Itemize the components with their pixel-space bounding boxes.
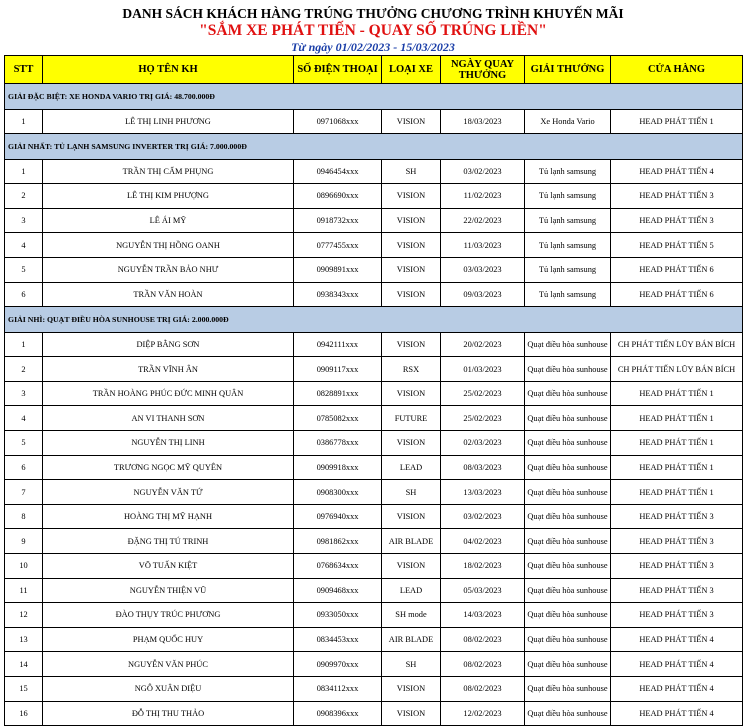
table-row	[5, 554, 743, 579]
cell-name: ĐÀO THỤY TRÚC PHƯƠNG	[43, 603, 294, 628]
cell-stt: 2	[5, 357, 43, 382]
cell-bike: LEAD	[382, 578, 441, 603]
cell-stt: 1	[5, 332, 43, 357]
cell-name: LÊ THỊ KIM PHƯỢNG	[43, 184, 294, 209]
cell-stt: 5	[5, 431, 43, 456]
cell-store: HEAD PHÁT TIẾN 3	[611, 504, 743, 529]
cell-prize: Quạt điều hòa sunhouse	[525, 455, 611, 480]
cell-draw-date: 03/02/2023	[441, 159, 525, 184]
cell-prize: Xe Honda Vario	[525, 109, 611, 134]
document-title: DANH SÁCH KHÁCH HÀNG TRÚNG THƯỞNG CHƯƠNG TRÌNH KHUYẾN MÃI	[122, 6, 624, 21]
cell-prize: Quạt điều hòa sunhouse	[525, 578, 611, 603]
cell-phone: 0909970xxx	[294, 652, 382, 677]
cell-draw-date: 01/03/2023	[441, 357, 525, 382]
cell-draw-date: 09/03/2023	[441, 282, 525, 307]
cell-bike: VISION	[382, 208, 441, 233]
document-header	[0, 0, 746, 55]
cell-name: NGUYỄN THIỆN VŨ	[43, 578, 294, 603]
col-header-prize: GIẢI THƯỞNG	[525, 56, 611, 84]
cell-prize: Quạt điều hòa sunhouse	[525, 603, 611, 628]
cell-phone: 0909918xxx	[294, 455, 382, 480]
cell-store: HEAD PHÁT TIẾN 3	[611, 578, 743, 603]
cell-name: NGUYỄN THỊ HỒNG OANH	[43, 233, 294, 258]
col-header-stt: STT	[5, 56, 43, 84]
cell-draw-date: 22/02/2023	[441, 208, 525, 233]
cell-bike: SH	[382, 480, 441, 505]
cell-bike: SH	[382, 652, 441, 677]
cell-phone: 0971068xxx	[294, 109, 382, 134]
cell-store: HEAD PHÁT TIẾN 5	[611, 233, 743, 258]
winners-table	[4, 55, 743, 726]
cell-stt: 10	[5, 554, 43, 579]
cell-draw-date: 12/02/2023	[441, 701, 525, 726]
table-row	[5, 208, 743, 233]
cell-bike: LEAD	[382, 455, 441, 480]
cell-draw-date: 08/02/2023	[441, 652, 525, 677]
cell-prize: Quạt điều hòa sunhouse	[525, 406, 611, 431]
cell-name: NGUYỄN TRẦN BẢO NHƯ	[43, 257, 294, 282]
cell-bike: VISION	[382, 431, 441, 456]
cell-prize: Quạt điều hòa sunhouse	[525, 504, 611, 529]
cell-name: ĐẶNG THỊ TÚ TRINH	[43, 529, 294, 554]
table-row	[5, 233, 743, 258]
cell-stt: 2	[5, 184, 43, 209]
cell-stt: 9	[5, 529, 43, 554]
cell-phone: 0834453xxx	[294, 627, 382, 652]
cell-draw-date: 05/03/2023	[441, 578, 525, 603]
table-row	[5, 676, 743, 701]
cell-bike: SH	[382, 159, 441, 184]
cell-bike: VISION	[382, 257, 441, 282]
table-row	[5, 357, 743, 382]
table-row	[5, 529, 743, 554]
col-header-store: CỬA HÀNG	[611, 56, 743, 84]
col-header-draw-date: NGÀY QUAY THƯỞNG	[441, 56, 525, 84]
cell-stt: 15	[5, 676, 43, 701]
cell-stt: 7	[5, 480, 43, 505]
cell-prize: Quạt điều hòa sunhouse	[525, 701, 611, 726]
cell-store: HEAD PHÁT TIẾN 6	[611, 282, 743, 307]
cell-stt: 14	[5, 652, 43, 677]
cell-stt: 5	[5, 257, 43, 282]
table-row	[5, 701, 743, 726]
table-row	[5, 184, 743, 209]
cell-store: HEAD PHÁT TIẾN 4	[611, 627, 743, 652]
table-row	[5, 603, 743, 628]
cell-name: HOÀNG THỊ MỸ HẠNH	[43, 504, 294, 529]
table-row	[5, 159, 743, 184]
prize-section-title: GIẢI NHẤT: TỦ LẠNH SAMSUNG INVERTER TRỊ GIÁ: 7.000.000Đ	[5, 134, 743, 160]
cell-draw-date: 02/03/2023	[441, 431, 525, 456]
cell-stt: 16	[5, 701, 43, 726]
cell-draw-date: 11/02/2023	[441, 184, 525, 209]
table-row	[5, 381, 743, 406]
cell-phone: 0785082xxx	[294, 406, 382, 431]
table-row	[5, 257, 743, 282]
cell-name: NGUYỄN VĂN TỨ	[43, 480, 294, 505]
cell-stt: 6	[5, 455, 43, 480]
cell-bike: VISION	[382, 184, 441, 209]
cell-store: HEAD PHÁT TIẾN 3	[611, 554, 743, 579]
cell-stt: 13	[5, 627, 43, 652]
cell-store: HEAD PHÁT TIẾN 1	[611, 431, 743, 456]
table-row	[5, 431, 743, 456]
cell-bike: VISION	[382, 504, 441, 529]
cell-stt: 4	[5, 406, 43, 431]
cell-name: LÊ ÁI MỸ	[43, 208, 294, 233]
cell-prize: Quạt điều hòa sunhouse	[525, 627, 611, 652]
cell-phone: 0777455xxx	[294, 233, 382, 258]
cell-stt: 11	[5, 578, 43, 603]
cell-name: VÕ TUẤN KIỆT	[43, 554, 294, 579]
cell-name: DIỆP BẰNG SƠN	[43, 332, 294, 357]
cell-store: HEAD PHÁT TIẾN 1	[611, 455, 743, 480]
table-row	[5, 480, 743, 505]
cell-phone: 0909468xxx	[294, 578, 382, 603]
cell-stt: 3	[5, 208, 43, 233]
cell-prize: Tủ lạnh samsung	[525, 159, 611, 184]
table-header-row	[5, 56, 743, 84]
cell-prize: Quạt điều hòa sunhouse	[525, 480, 611, 505]
cell-name: LÊ THỊ LINH PHƯƠNG	[43, 109, 294, 134]
cell-stt: 6	[5, 282, 43, 307]
table-row	[5, 504, 743, 529]
cell-phone: 0386778xxx	[294, 431, 382, 456]
cell-store: HEAD PHÁT TIẾN 1	[611, 406, 743, 431]
cell-draw-date: 13/03/2023	[441, 480, 525, 505]
prize-section-header	[5, 84, 743, 110]
cell-store: CH PHÁT TIẾN LŨY BÁN BÍCH	[611, 332, 743, 357]
cell-draw-date: 03/02/2023	[441, 504, 525, 529]
cell-prize: Tủ lạnh samsung	[525, 208, 611, 233]
cell-draw-date: 18/02/2023	[441, 554, 525, 579]
col-header-name: HỌ TÊN KH	[43, 56, 294, 84]
cell-draw-date: 14/03/2023	[441, 603, 525, 628]
cell-draw-date: 08/02/2023	[441, 627, 525, 652]
cell-store: HEAD PHÁT TIẾN 1	[611, 480, 743, 505]
cell-bike: FUTURE	[382, 406, 441, 431]
cell-prize: Tủ lạnh samsung	[525, 233, 611, 258]
cell-phone: 0938343xxx	[294, 282, 382, 307]
cell-name: AN VI THANH SƠN	[43, 406, 294, 431]
table-row	[5, 627, 743, 652]
table-row	[5, 578, 743, 603]
cell-phone: 0933050xxx	[294, 603, 382, 628]
cell-phone: 0909891xxx	[294, 257, 382, 282]
cell-prize: Quạt điều hòa sunhouse	[525, 554, 611, 579]
cell-draw-date: 20/02/2023	[441, 332, 525, 357]
cell-store: HEAD PHÁT TIẾN 6	[611, 257, 743, 282]
cell-bike: VISION	[382, 676, 441, 701]
cell-draw-date: 25/02/2023	[441, 381, 525, 406]
cell-stt: 3	[5, 381, 43, 406]
cell-phone: 0976940xxx	[294, 504, 382, 529]
cell-name: NGÔ XUÂN DIỆU	[43, 676, 294, 701]
cell-bike: VISION	[382, 381, 441, 406]
cell-draw-date: 08/02/2023	[441, 676, 525, 701]
cell-stt: 12	[5, 603, 43, 628]
table-body	[5, 84, 743, 726]
date-range: Từ ngày 01/02/2023 - 15/03/2023	[291, 40, 455, 54]
table-row	[5, 406, 743, 431]
cell-phone: 0828891xxx	[294, 381, 382, 406]
col-header-phone: SỐ ĐIỆN THOẠI	[294, 56, 382, 84]
cell-name: TRƯƠNG NGỌC MỸ QUYÊN	[43, 455, 294, 480]
cell-name: TRẦN HOÀNG PHÚC ĐỨC MINH QUÂN	[43, 381, 294, 406]
cell-name: TRẦN VĂN HOÀN	[43, 282, 294, 307]
cell-bike: VISION	[382, 233, 441, 258]
cell-draw-date: 25/02/2023	[441, 406, 525, 431]
prize-section-header	[5, 134, 743, 160]
cell-bike: VISION	[382, 554, 441, 579]
prize-section-title: GIẢI NHÌ: QUẠT ĐIỀU HÒA SUNHOUSE TRỊ GIÁ: 2.000.000Đ	[5, 307, 743, 333]
cell-store: CH PHÁT TIẾN LŨY BÁN BÍCH	[611, 357, 743, 382]
cell-draw-date: 03/03/2023	[441, 257, 525, 282]
cell-store: HEAD PHÁT TIẾN 3	[611, 184, 743, 209]
cell-bike: AIR BLADE	[382, 627, 441, 652]
cell-phone: 0981862xxx	[294, 529, 382, 554]
cell-phone: 0918732xxx	[294, 208, 382, 233]
cell-name: PHẠM QUỐC HUY	[43, 627, 294, 652]
cell-prize: Quạt điều hòa sunhouse	[525, 357, 611, 382]
cell-stt: 4	[5, 233, 43, 258]
cell-prize: Quạt điều hòa sunhouse	[525, 381, 611, 406]
cell-store: HEAD PHÁT TIẾN 1	[611, 109, 743, 134]
cell-draw-date: 04/02/2023	[441, 529, 525, 554]
cell-prize: Quạt điều hòa sunhouse	[525, 431, 611, 456]
cell-stt: 1	[5, 159, 43, 184]
cell-store: HEAD PHÁT TIẾN 4	[611, 676, 743, 701]
cell-store: HEAD PHÁT TIẾN 1	[611, 381, 743, 406]
cell-store: HEAD PHÁT TIẾN 4	[611, 652, 743, 677]
cell-phone: 0768634xxx	[294, 554, 382, 579]
cell-prize: Tủ lạnh samsung	[525, 257, 611, 282]
cell-name: NGUYỄN THỊ LINH	[43, 431, 294, 456]
cell-store: HEAD PHÁT TIẾN 3	[611, 529, 743, 554]
cell-bike: VISION	[382, 701, 441, 726]
cell-phone: 0834112xxx	[294, 676, 382, 701]
cell-store: HEAD PHÁT TIẾN 4	[611, 701, 743, 726]
cell-phone: 0946454xxx	[294, 159, 382, 184]
prize-section-header	[5, 307, 743, 333]
cell-phone: 0909117xxx	[294, 357, 382, 382]
cell-store: HEAD PHÁT TIẾN 4	[611, 159, 743, 184]
cell-phone: 0908396xxx	[294, 701, 382, 726]
cell-stt: 1	[5, 109, 43, 134]
cell-draw-date: 08/03/2023	[441, 455, 525, 480]
cell-prize: Tủ lạnh samsung	[525, 282, 611, 307]
cell-bike: VISION	[382, 109, 441, 134]
promotion-name: "SẮM XE PHÁT TIẾN - QUAY SỐ TRÚNG LIỀN"	[199, 22, 547, 39]
table-row	[5, 455, 743, 480]
cell-prize: Quạt điều hòa sunhouse	[525, 676, 611, 701]
cell-phone: 0942111xxx	[294, 332, 382, 357]
table-row	[5, 652, 743, 677]
cell-bike: AIR BLADE	[382, 529, 441, 554]
cell-prize: Quạt điều hòa sunhouse	[525, 529, 611, 554]
cell-store: HEAD PHÁT TIẾN 3	[611, 603, 743, 628]
cell-name: TRẦN THỊ CẨM PHỤNG	[43, 159, 294, 184]
cell-prize: Quạt điều hòa sunhouse	[525, 332, 611, 357]
cell-stt: 8	[5, 504, 43, 529]
cell-prize: Tủ lạnh samsung	[525, 184, 611, 209]
cell-name: NGUYỄN VĂN PHÚC	[43, 652, 294, 677]
table-row	[5, 109, 743, 134]
cell-prize: Quạt điều hòa sunhouse	[525, 652, 611, 677]
cell-phone: 0896690xxx	[294, 184, 382, 209]
prize-section-title: GIẢI ĐẶC BIỆT: XE HONDA VARIO TRỊ GIÁ: 48.700.000Đ	[5, 84, 743, 110]
table-row	[5, 282, 743, 307]
cell-store: HEAD PHÁT TIẾN 3	[611, 208, 743, 233]
cell-bike: RSX	[382, 357, 441, 382]
cell-draw-date: 11/03/2023	[441, 233, 525, 258]
cell-phone: 0908300xxx	[294, 480, 382, 505]
cell-bike: VISION	[382, 332, 441, 357]
cell-bike: VISION	[382, 282, 441, 307]
col-header-bike: LOẠI XE	[382, 56, 441, 84]
table-row	[5, 332, 743, 357]
cell-bike: SH mode	[382, 603, 441, 628]
cell-name: TRẦN VĨNH ÂN	[43, 357, 294, 382]
cell-name: ĐỖ THỊ THU THẢO	[43, 701, 294, 726]
cell-draw-date: 18/03/2023	[441, 109, 525, 134]
